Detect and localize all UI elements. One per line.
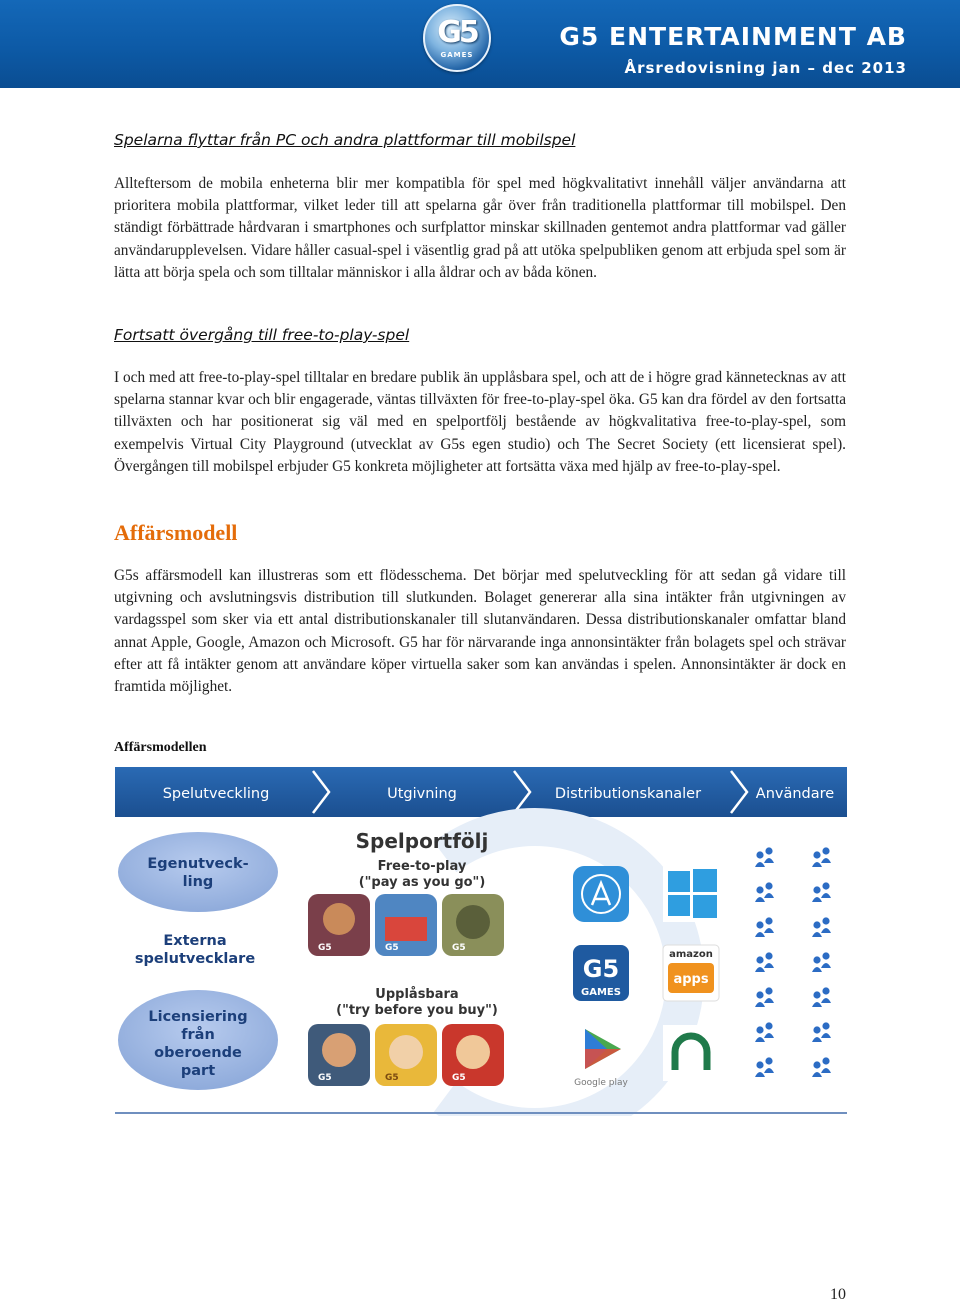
google-play-icon bbox=[574, 1029, 628, 1088]
game-artwork bbox=[385, 917, 427, 941]
step-label: Användare bbox=[755, 786, 835, 802]
diagram-rule bbox=[115, 1112, 847, 1114]
section-heading: Affärsmodell bbox=[114, 520, 238, 545]
g5-games-store-icon bbox=[573, 945, 629, 1001]
oval-text: ling bbox=[182, 874, 214, 890]
figure-caption-wrap bbox=[114, 740, 846, 756]
amazon-apps-icon bbox=[663, 945, 719, 1001]
oval-text: part bbox=[180, 1063, 216, 1079]
oval-text: från bbox=[181, 1027, 215, 1043]
store-g5: G5 bbox=[582, 955, 620, 983]
game-badge: G5 bbox=[318, 1073, 332, 1083]
section-business-model bbox=[114, 520, 846, 546]
store-amazon: amazon bbox=[669, 949, 713, 960]
user-group-icon bbox=[755, 847, 774, 867]
users-grid bbox=[755, 847, 831, 1077]
user-group-icon bbox=[755, 987, 774, 1007]
game-artwork bbox=[456, 905, 490, 939]
section-mobile-shift bbox=[114, 131, 846, 149]
oval-own-development bbox=[118, 832, 278, 912]
oval-text: spelutvecklare bbox=[134, 951, 256, 967]
game-badge: G5 bbox=[452, 1073, 466, 1083]
logo-mark: G5 bbox=[437, 15, 477, 50]
game-artwork bbox=[456, 1035, 490, 1069]
unlockable-subtitle: ("try before you buy") bbox=[336, 1003, 498, 1018]
oval-text: Licensiering bbox=[148, 1009, 248, 1025]
user-group-icon bbox=[812, 987, 831, 1007]
document-header bbox=[0, 0, 960, 88]
user-group-icon bbox=[755, 952, 774, 972]
user-group-icon bbox=[755, 882, 774, 902]
game-badge: G5 bbox=[385, 1073, 399, 1083]
user-group-icon bbox=[812, 952, 831, 972]
section-free-to-play-body bbox=[114, 367, 846, 478]
paragraph: G5s affärsmodell kan illustreras som ett flödesschema. Det börjar med spelutveckling för att sedan gå vidare till utgivning och avslutningsvis distribution till slutkunden. Bolaget genererar alla sina intäkter från utgivningen av vardagsspel som sker via ett antal distributionskanaler till slutanvändaren. Dessa distributionskanaler omfattar bland annat Apple, Google, Amazon och Microsoft. G5 har för närvarande inga annonsintäkter från bolagets spel och strävar efter att få intäkter genom att användare köper virtuella saker som kan användas i spelen. Annonsintäkter är dock en framtida möjlighet. bbox=[114, 567, 846, 696]
game-badge: G5 bbox=[318, 943, 332, 953]
diagram-svg bbox=[115, 767, 847, 1116]
store-g5-sub: GAMES bbox=[581, 987, 621, 998]
unlockable-title: Upplåsbara bbox=[375, 987, 459, 1002]
game-artwork bbox=[389, 1035, 423, 1069]
user-group-icon bbox=[812, 882, 831, 902]
company-name: G5 ENTERTAINMENT AB bbox=[559, 22, 907, 51]
store-google: Google play bbox=[574, 1078, 628, 1088]
f2p-game-thumbnails bbox=[308, 894, 504, 956]
oval-text: oberoende bbox=[154, 1045, 242, 1061]
portfolio-title: Spelportfölj bbox=[355, 829, 489, 853]
section-free-to-play bbox=[114, 326, 846, 344]
user-group-icon bbox=[812, 1022, 831, 1042]
game-artwork bbox=[323, 903, 355, 935]
user-group-icon bbox=[812, 847, 831, 867]
section-business-model-body bbox=[114, 565, 846, 698]
user-group-icon bbox=[755, 917, 774, 937]
game-badge: G5 bbox=[385, 943, 399, 953]
nook-icon bbox=[663, 1025, 719, 1081]
business-model-diagram bbox=[115, 767, 847, 1116]
f2p-subtitle: ("pay as you go") bbox=[358, 875, 486, 890]
g5-games-logo bbox=[423, 4, 491, 72]
section-title: Spelarna flyttar från PC och andra plattformar till mobilspel bbox=[114, 131, 576, 149]
f2p-title: Free-to-play bbox=[377, 859, 467, 874]
paragraph: Allteftersom de mobila enheterna blir mer kompatibla för spel med högkvalitativt innehåll väljer användarna att prioritera mobila plattformar, vilket leder till att spelarna går över från traditionella plattformar till mobilspel. Den ständigt förbättrade hårdvaran i smartphones och surfplattor minskar skillnaden gentemot andra plattformar vad gäller användarupplevelsen. Vidare håller casual-spel i väsentlig grad på att utöka spelpubliken genom att erbjuda spel som är lätta att börja spela och som tilltalar människor i alla åldrar och av båda könen. bbox=[114, 175, 846, 281]
page-number: 10 bbox=[830, 1286, 846, 1303]
step-label: Spelutveckling bbox=[162, 786, 270, 802]
oval-text: Egenutveck- bbox=[147, 856, 249, 872]
game-artwork bbox=[322, 1033, 356, 1067]
logo-sub: GAMES bbox=[440, 51, 474, 59]
paragraph: I och med att free-to-play-spel tilltalar en bredare publik än upplåsbara spel, och att de i högre grad kännetecknas av att spelarna stannar kvar och blir engagerade, väntas tillväxten för free-to-play-spel öka. G5 kan dra fördel av den fortsatta tillväxten och har positionerat sig väl med en spelportfölj bestående av högkvalitativa free-to-play-spel, som exempelvis Virtual City Playground (utvecklat av G5s egen studio) och The Secret Society (ett licensierat spel). Övergången till mobilspel erbjuder G5 konkreta möjligheter att fortsätta växa med hjälp av free-to-play-spel. bbox=[114, 369, 846, 475]
oval-text: Externa bbox=[163, 933, 227, 949]
unlockable-game-thumbnails bbox=[308, 1024, 504, 1086]
user-group-icon bbox=[812, 1057, 831, 1077]
figure-caption: Affärsmodellen bbox=[114, 740, 207, 755]
section-title: Fortsatt övergång till free-to-play-spel bbox=[114, 326, 410, 344]
user-group-icon bbox=[755, 1022, 774, 1042]
report-subtitle: Årsredovisning jan – dec 2013 bbox=[624, 59, 907, 77]
user-group-icon bbox=[755, 1057, 774, 1077]
step-label: Utgivning bbox=[387, 786, 457, 802]
app-store-icon bbox=[573, 866, 629, 922]
store-amazon-sub: apps bbox=[673, 972, 709, 987]
step-label: Distributionskanaler bbox=[554, 786, 702, 802]
game-badge: G5 bbox=[452, 943, 466, 953]
user-group-icon bbox=[812, 917, 831, 937]
windows-icon bbox=[663, 866, 719, 922]
section-mobile-shift-body bbox=[114, 173, 846, 284]
